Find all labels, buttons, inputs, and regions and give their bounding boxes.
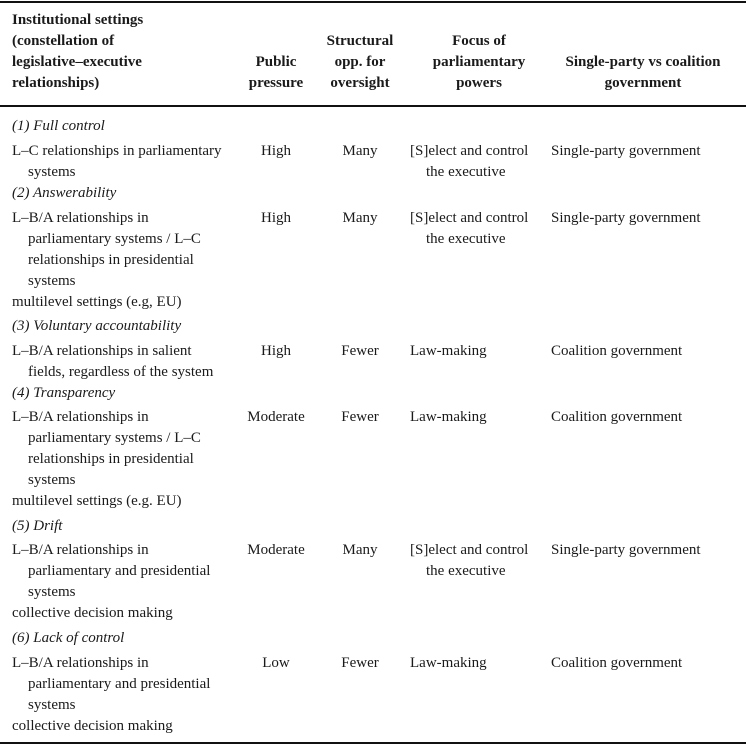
setting-extra-line: collective decision making [12, 605, 173, 621]
header-line: Focus of [452, 33, 506, 49]
focus-cell [410, 540, 528, 582]
structural-opp-cell: Fewer [341, 409, 379, 425]
setting-cell [12, 208, 201, 313]
row-label: (5) Drift [12, 518, 63, 534]
focus-line: [S]elect and control [410, 210, 529, 226]
focus-cell [410, 141, 528, 183]
focus-cell [410, 208, 528, 250]
table-header-rule [0, 105, 746, 107]
public-pressure-cell: Moderate [247, 409, 305, 425]
setting-cell [12, 141, 222, 183]
focus-line: Law-making [410, 409, 487, 425]
setting-line: systems [28, 584, 76, 600]
setting-cell [12, 407, 201, 512]
setting-extra-line: multilevel settings (e.g, EU) [12, 294, 182, 310]
focus-cell [410, 341, 487, 362]
row-label: (4) Transparency [12, 385, 116, 401]
header-focus [410, 31, 548, 94]
setting-line: parliamentary systems / L–C [28, 231, 201, 247]
focus-cell [410, 653, 487, 674]
row-label: (1) Full control [12, 118, 105, 134]
header-line: parliamentary [432, 54, 526, 70]
table-top-rule [0, 1, 746, 3]
table-bottom-rule [0, 742, 746, 744]
setting-extra-line: multilevel settings (e.g. EU) [12, 493, 182, 509]
structural-opp-cell: Many [342, 542, 378, 558]
header-line: (constellation of [12, 33, 115, 49]
setting-line: parliamentary and presidential [28, 676, 211, 692]
header-structural-opp [315, 31, 405, 94]
header-line: government [604, 75, 682, 91]
setting-line: L–B/A relationships in [12, 210, 149, 226]
row-label: (3) Voluntary accountability [12, 318, 182, 334]
header-line: Institutional settings [12, 12, 144, 28]
government-cell: Single-party government [551, 542, 701, 558]
structural-opp-cell: Fewer [341, 343, 379, 359]
header-institutional-settings [12, 10, 143, 94]
public-pressure-cell: High [261, 343, 291, 359]
setting-cell [12, 653, 210, 737]
header-line: oversight [330, 75, 390, 91]
government-cell: Single-party government [551, 143, 701, 159]
focus-line: the executive [426, 231, 506, 247]
header-line: relationships) [12, 75, 100, 91]
header-line: Single-party vs coalition [565, 54, 721, 70]
row-label: (6) Lack of control [12, 630, 125, 646]
public-pressure-cell: Low [262, 655, 290, 671]
setting-line: systems [28, 697, 76, 713]
setting-extra-line: collective decision making [12, 718, 173, 734]
setting-line: L–B/A relationships in [12, 655, 149, 671]
setting-line: L–C relationships in parliamentary [12, 143, 222, 159]
public-pressure-cell: High [261, 210, 291, 226]
setting-line: systems [28, 472, 76, 488]
header-line: Public [255, 54, 297, 70]
header-government [548, 52, 738, 94]
government-cell: Coalition government [551, 343, 683, 359]
setting-line: parliamentary and presidential [28, 563, 211, 579]
government-cell: Coalition government [551, 409, 683, 425]
government-cell: Coalition government [551, 655, 683, 671]
setting-line: L–B/A relationships in salient [12, 343, 192, 359]
setting-line: parliamentary systems / L–C [28, 430, 201, 446]
setting-line: systems [28, 164, 76, 180]
setting-line: relationships in presidential [28, 451, 194, 467]
setting-cell [12, 341, 213, 383]
focus-cell [410, 407, 487, 428]
focus-line: the executive [426, 164, 506, 180]
setting-line: systems [28, 273, 76, 289]
focus-line: the executive [426, 563, 506, 579]
header-line: powers [456, 75, 502, 91]
structural-opp-cell: Fewer [341, 655, 379, 671]
header-line: legislative–executive [12, 54, 142, 70]
focus-line: [S]elect and control [410, 143, 529, 159]
setting-line: L–B/A relationships in [12, 542, 149, 558]
setting-cell [12, 540, 210, 624]
header-line: pressure [248, 75, 304, 91]
government-cell: Single-party government [551, 210, 701, 226]
header-line: opp. for [334, 54, 386, 70]
header-line: Structural [326, 33, 394, 49]
row-label: (2) Answerability [12, 185, 117, 201]
structural-opp-cell: Many [342, 143, 378, 159]
focus-line: [S]elect and control [410, 542, 529, 558]
setting-line: relationships in presidential [28, 252, 194, 268]
focus-line: Law-making [410, 655, 487, 671]
focus-line: Law-making [410, 343, 487, 359]
header-public-pressure [236, 52, 316, 94]
setting-line: L–B/A relationships in [12, 409, 149, 425]
public-pressure-cell: Moderate [247, 542, 305, 558]
public-pressure-cell: High [261, 143, 291, 159]
structural-opp-cell: Many [342, 210, 378, 226]
setting-line: fields, regardless of the system [28, 364, 214, 380]
